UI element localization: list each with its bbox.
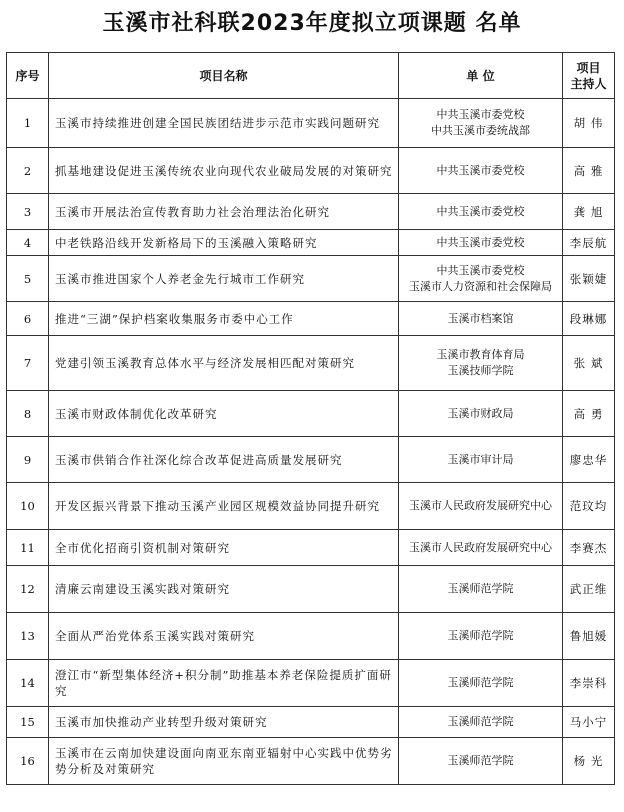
row-unit-line: 玉溪市财政局: [447, 406, 514, 420]
row-unit-line: 中共玉溪市委统战部: [431, 124, 530, 137]
row-unit: [399, 660, 563, 707]
row-unit-line: 玉溪师范学院: [447, 582, 514, 595]
row-unit: [399, 566, 563, 613]
row-unit-line: 玉溪师范学院: [447, 629, 514, 642]
table-row: [7, 230, 615, 256]
row-seq: 5: [7, 256, 49, 302]
row-seq: 14: [7, 660, 49, 707]
row-host: 李赛杰: [563, 530, 615, 566]
header-project-name: 项目名称: [49, 53, 399, 99]
header-host: [563, 53, 615, 99]
row-project-name: 玉溪市供销合作社深化综合改革促进高质量发展研究: [49, 437, 399, 483]
row-project-name: 推进“三湖”保护档案收集服务市委中心工作: [49, 302, 399, 336]
row-unit-line: 中共玉溪市委党校: [436, 108, 525, 121]
row-project-name: 全市优化招商引资机制对策研究: [49, 530, 399, 566]
row-unit-line: 玉溪师范学院: [447, 715, 514, 728]
row-unit: [399, 738, 563, 785]
table-row: [7, 738, 615, 785]
row-seq: 4: [7, 230, 49, 256]
row-host: 张 斌: [563, 336, 615, 391]
row-host: 段琳娜: [563, 302, 615, 336]
table-row: [7, 336, 615, 391]
row-unit-line: 玉溪师范学院: [447, 754, 514, 767]
row-unit-line: 中共玉溪市委党校: [436, 235, 525, 249]
row-host: 李辰航: [563, 230, 615, 256]
row-seq: 10: [7, 483, 49, 530]
row-unit: [399, 194, 563, 230]
row-unit-line: 玉溪技师学院: [447, 364, 514, 377]
row-project-name: 抓基地建设促进玉溪传统农业向现代农业破局发展的对策研究: [49, 148, 399, 194]
row-seq: 9: [7, 437, 49, 483]
row-seq: 7: [7, 336, 49, 391]
row-unit-line: 中共玉溪市委党校: [436, 163, 525, 177]
row-project-name: 玉溪市在云南加快建设面向南亚东南亚辐射中心实践中优势劣势分析及对策研究: [49, 738, 399, 785]
row-unit: [399, 391, 563, 437]
row-seq: 8: [7, 391, 49, 437]
row-unit-line: 玉溪市审计局: [447, 452, 514, 466]
row-host: 杨 光: [563, 738, 615, 785]
table-row: [7, 707, 615, 738]
row-host: 廖忠华: [563, 437, 615, 483]
row-host: 鲁旭媛: [563, 613, 615, 660]
row-unit-line: 玉溪市人力资源和社会保障局: [409, 279, 552, 293]
row-project-name: 中老铁路沿线开发新格局下的玉溪融入策略研究: [49, 230, 399, 256]
header-host-line1: 项目: [576, 60, 601, 75]
row-host: 马小宁: [563, 707, 615, 738]
row-unit: [399, 302, 563, 336]
project-table: [6, 52, 615, 785]
table-row: [7, 391, 615, 437]
row-unit-line: 玉溪市人民政府发展研究中心: [409, 540, 552, 554]
row-unit-line: 中共玉溪市委党校: [436, 204, 525, 218]
row-unit: [399, 256, 563, 302]
row-host: 龚 旭: [563, 194, 615, 230]
row-project-name: 澄江市“新型集体经济+积分制”助推基本养老保险提质扩面研究: [49, 660, 399, 707]
row-host: 高 勇: [563, 391, 615, 437]
row-unit: [399, 230, 563, 256]
table-row: [7, 194, 615, 230]
table-row: [7, 660, 615, 707]
row-host: 高 雅: [563, 148, 615, 194]
row-host: 范玟均: [563, 483, 615, 530]
row-host: 张颖婕: [563, 256, 615, 302]
table-row: [7, 256, 615, 302]
table-row: [7, 99, 615, 148]
header-unit: 单 位: [399, 53, 563, 99]
row-unit: [399, 613, 563, 660]
row-seq: 12: [7, 566, 49, 613]
row-unit-line: 玉溪市教育体育局: [436, 348, 525, 361]
row-unit: [399, 483, 563, 530]
row-seq: 1: [7, 99, 49, 148]
table-row: [7, 302, 615, 336]
row-unit: [399, 336, 563, 391]
row-project-name: 开发区振兴背景下推动玉溪产业园区规模效益协同提升研究: [49, 483, 399, 530]
row-unit: [399, 99, 563, 148]
table-row: [7, 437, 615, 483]
row-project-name: 玉溪市加快推动产业转型升级对策研究: [49, 707, 399, 738]
row-seq: 16: [7, 738, 49, 785]
table-row: [7, 566, 615, 613]
row-seq: 15: [7, 707, 49, 738]
row-seq: 13: [7, 613, 49, 660]
table-row: [7, 530, 615, 566]
row-project-name: 玉溪市财政体制优化改革研究: [49, 391, 399, 437]
document-title: 玉溪市社科联2023年度拟立项课题 名单: [102, 11, 522, 36]
row-seq: 3: [7, 194, 49, 230]
table-row: [7, 148, 615, 194]
row-project-name: 玉溪市持续推进创建全国民族团结进步示范市实践问题研究: [49, 99, 399, 148]
row-unit-line: 玉溪师范学院: [447, 676, 514, 689]
row-unit-line: 玉溪市档案馆: [447, 311, 514, 325]
row-seq: 6: [7, 302, 49, 336]
row-host: 胡 伟: [563, 99, 615, 148]
row-unit: [399, 707, 563, 738]
row-project-name: 清廉云南建设玉溪实践对策研究: [49, 566, 399, 613]
table-row: [7, 483, 615, 530]
row-project-name: 玉溪市开展法治宣传教育助力社会治理法治化研究: [49, 194, 399, 230]
row-unit: [399, 148, 563, 194]
header-seq: 序号: [7, 53, 49, 99]
row-seq: 2: [7, 148, 49, 194]
row-unit: [399, 437, 563, 483]
row-host: 李崇科: [563, 660, 615, 707]
row-project-name: 党建引领玉溪教育总体水平与经济发展相匹配对策研究: [49, 336, 399, 391]
header-host-line2: 主持人: [570, 76, 607, 91]
row-unit: [399, 530, 563, 566]
row-unit-line: 玉溪市人民政府发展研究中心: [409, 499, 552, 512]
row-host: 武正维: [563, 566, 615, 613]
row-project-name: 全面从严治党体系玉溪实践对策研究: [49, 613, 399, 660]
table-header-row: [7, 53, 615, 99]
row-project-name: 玉溪市推进国家个人养老金先行城市工作研究: [49, 256, 399, 302]
table-row: [7, 613, 615, 660]
table-body: [7, 99, 615, 785]
row-unit-line: 中共玉溪市委党校: [436, 263, 525, 277]
row-seq: 11: [7, 530, 49, 566]
